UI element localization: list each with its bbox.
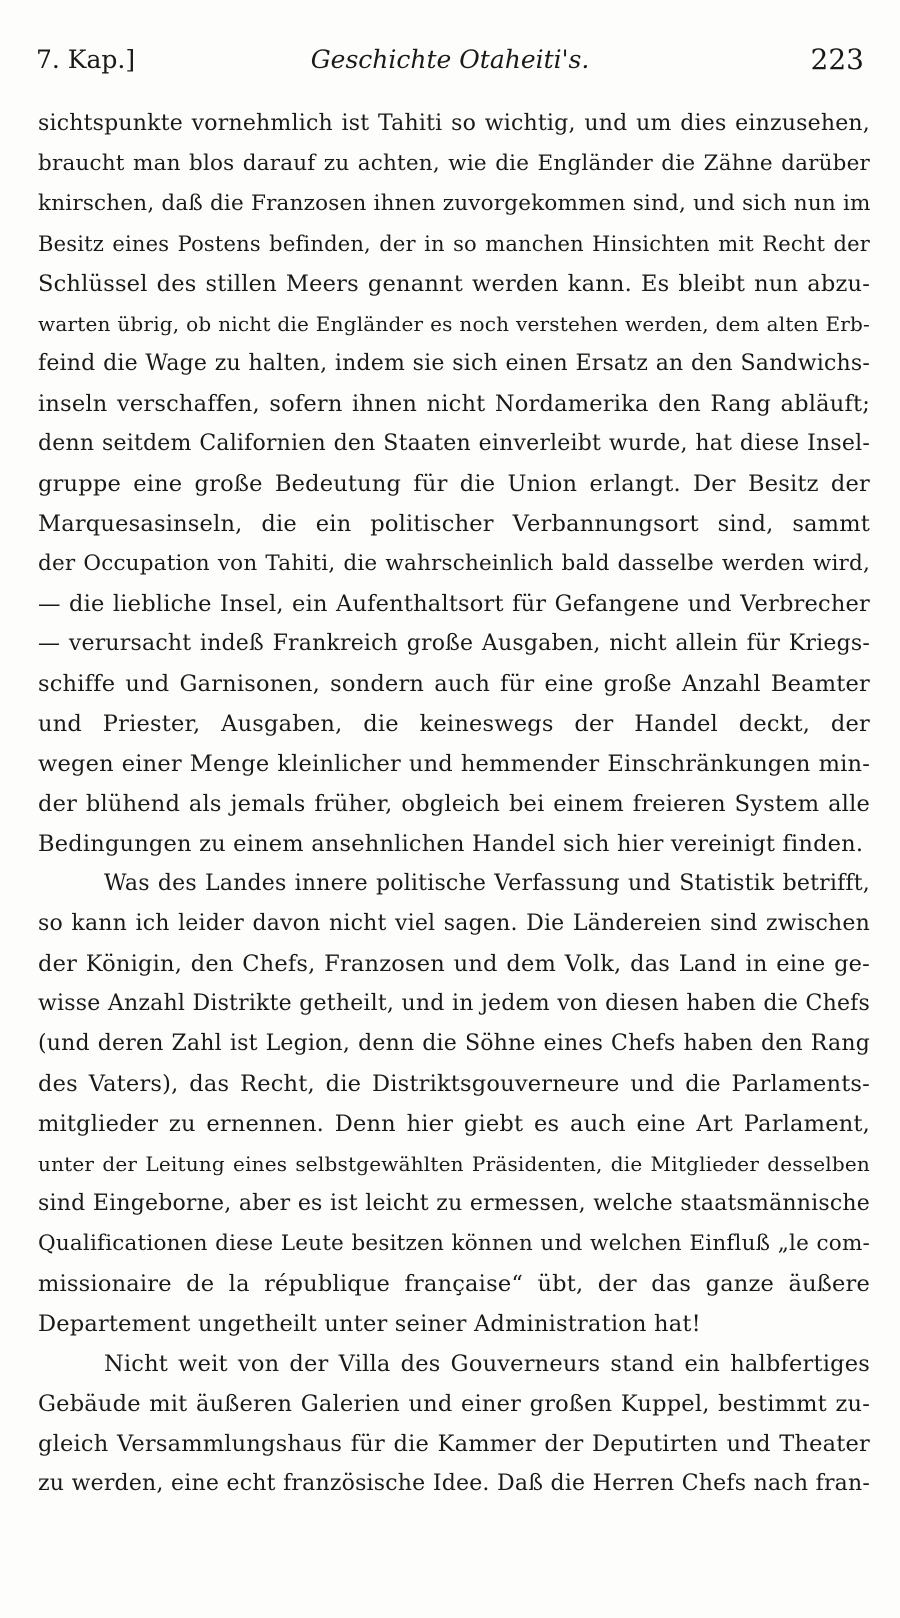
paragraph-start-line: Was des Landes innere politische Verfassung und Statistik betrifft,	[104, 871, 870, 896]
page-title: Geschichte Otaheiti's.	[310, 45, 590, 74]
body-text	[38, 104, 870, 1504]
text-line: so kann ich leider davon nicht viel sagen. Die Ländereien sind zwischen	[38, 911, 870, 936]
text-line: gleich Versammlungshaus für die Kammer der Deputirten und Theater	[38, 1431, 870, 1457]
text-line: Besitz eines Postens befinden, der in so manchen Hinsichten mit Recht der	[38, 232, 870, 256]
text-line: feind die Wage zu halten, indem sie sich einen Ersatz an den Sandwichs-	[38, 351, 870, 376]
text-line: sichtspunkte vornehmlich ist Tahiti so wichtig, und um dies einzusehen,	[38, 111, 870, 136]
text-line: schiffe und Garnisonen, sondern auch für eine große Anzahl Beamter	[38, 671, 870, 697]
text-line: — die liebliche Insel, ein Aufenthaltsort für Gefangene und Verbrecher	[38, 591, 870, 617]
chapter-label: 7. Kap.]	[36, 45, 136, 74]
text-line: unter der Leitung eines selbstgewählten Präsidenten, die Mitglieder desselben	[38, 1152, 870, 1176]
text-line: der blühend als jemals früher, obgleich bei einem freieren System alle	[38, 791, 870, 817]
running-head	[36, 40, 864, 80]
page-number: 223	[810, 43, 864, 76]
text-line: zu werden, eine echt französische Idee. Daß die Herren Chefs nach fran-	[38, 1471, 870, 1496]
text-line: inseln verschaffen, sofern ihnen nicht Nordamerika den Rang abläuft;	[38, 391, 870, 417]
text-line: — verursacht indeß Frankreich große Ausgaben, nicht allein für Kriegs-	[38, 631, 870, 656]
text-line: Qualificationen diese Leute besitzen können und welchen Einfluß „le com-	[38, 1231, 870, 1256]
text-line: denn seitdem Californien den Staaten einverleibt wurde, hat diese Insel-	[38, 431, 870, 456]
text-line: der Königin, den Chefs, Franzosen und dem Volk, das Land in eine ge-	[38, 951, 870, 977]
text-line: wegen einer Menge kleinlicher und hemmender Einschränkungen min-	[38, 751, 870, 777]
text-line: Bedingungen zu einem ansehnlichen Handel sich hier vereinigt finden.	[38, 831, 864, 857]
text-line: (und deren Zahl ist Legion, denn die Söhne eines Chefs haben den Rang	[38, 1031, 870, 1056]
text-line: wisse Anzahl Distrikte getheilt, und in jedem von diesen haben die Chefs	[38, 991, 870, 1016]
text-line: der Occupation von Tahiti, die wahrscheinlich bald dasselbe werden wird,	[38, 551, 870, 576]
text-line: missionaire de la république française“ übt, der das ganze äußere	[38, 1271, 870, 1297]
text-line: Gebäude mit äußeren Galerien und einer großen Kuppel, bestimmt zu-	[38, 1391, 870, 1417]
text-line: Marquesasinseln, die ein politischer Verbannungsort sind, sammt	[38, 511, 870, 537]
text-line: sind Eingeborne, aber es ist leicht zu ermessen, welche staatsmännische	[38, 1191, 870, 1216]
text-line: und Priester, Ausgaben, die keineswegs der Handel deckt, der	[38, 711, 870, 737]
text-line: Schlüssel des stillen Meers genannt werden kann. Es bleibt nun abzu-	[38, 271, 870, 297]
text-line: Departement ungetheilt unter seiner Administration hat!	[38, 1311, 701, 1337]
text-line: knirschen, daß die Franzosen ihnen zuvorgekommen sind, und sich nun im	[38, 191, 871, 216]
text-line: des Vaters), das Recht, die Distriktsgouverneure und die Parlaments-	[38, 1071, 870, 1097]
text-line: warten übrig, ob nicht die Engländer es noch verstehen werden, dem alten Erb-	[38, 312, 870, 336]
text-line: mitglieder zu ernennen. Denn hier giebt es auch eine Art Parlament,	[38, 1111, 870, 1137]
text-line: braucht man blos darauf zu achten, wie die Engländer die Zähne darüber	[38, 151, 870, 176]
text-line: gruppe eine große Bedeutung für die Union erlangt. Der Besitz der	[38, 471, 870, 497]
paragraph-start-line: Nicht weit von der Villa des Gouverneurs stand ein halbfertiges	[104, 1351, 870, 1377]
